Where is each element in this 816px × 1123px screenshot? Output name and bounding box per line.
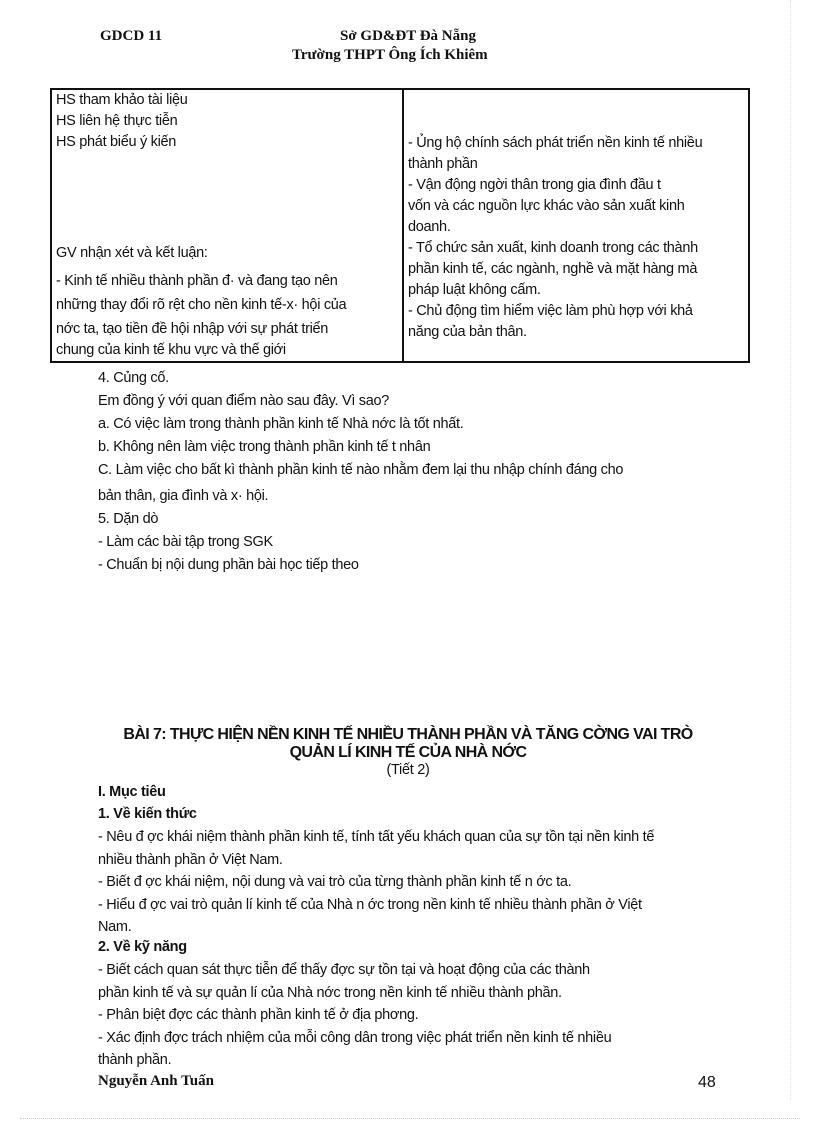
school-label: Trường THPT Ông Ích Khiêm	[292, 47, 488, 63]
review-line: 4. Củng cố.	[98, 370, 169, 386]
review-line: - Chuẩn bị nội dung phần bài học tiếp theo	[98, 557, 359, 573]
subject-label: GDCD 11	[100, 28, 163, 44]
skill-line: - Phân biệt đợc các thành phần kinh tế ở địa phơng.	[98, 1007, 419, 1023]
content-line: pháp luật không cấm.	[408, 282, 541, 298]
skills-list	[98, 959, 611, 1072]
knowledge-line: - Nêu đ ợc khái niệm thành phần kinh tế, tính tất yếu khách quan của sự tồn tại nền kinh tế	[98, 829, 655, 845]
teacher-student-column	[51, 89, 403, 362]
content-line: vốn và các nguồn lực khác vào sản xuất kinh	[408, 198, 685, 214]
teacher-conclusion	[56, 269, 346, 360]
content-line: - Tổ chức sản xuất, kinh doanh trong các thành	[408, 240, 698, 256]
review-line: Em đồng ý với quan điểm nào sau đây. Vì sao?	[98, 393, 390, 409]
lesson-title-line1: BÀI 7: THỰC HIỆN NỀN KINH TẾ NHIỀU THÀNH PHẦN VÀ TĂNG CỜNG VAI TRÒ	[123, 726, 693, 743]
conclusion-line: chung của kinh tế khu vực và thế giới	[56, 342, 286, 358]
page-right-margin	[790, 0, 791, 1100]
section-objectives: I. Mục tiêu	[98, 784, 166, 800]
conclusion-line: những thay đổi rõ rệt cho nền kinh tế-x· hội của	[56, 297, 347, 313]
review-section	[98, 367, 623, 577]
skill-line: - Biết cách quan sát thực tiễn để thấy đợc sự tồn tại và hoạt động của các thành	[98, 962, 590, 978]
content-lines	[408, 90, 744, 343]
content-line: năng của bản thân.	[408, 324, 527, 340]
knowledge-line: Nam.	[98, 919, 132, 935]
teacher-conclusion-heading: GV nhận xét và kết luận:	[56, 245, 208, 261]
content-line: phần kinh tế, các ngành, nghề và mặt hàng mà	[408, 261, 698, 277]
review-line: bản thân, gia đình và x· hội.	[98, 488, 269, 504]
conclusion-line: - Kinh tế nhiều thành phần đ· và đang tạo nên	[56, 273, 338, 289]
knowledge-line: - Biết đ ợc khái niệm, nội dung và vai trò của từng thành phần kinh tế n ớc ta.	[98, 874, 572, 890]
review-line: 5. Dặn dò	[98, 511, 159, 527]
activity-line: HS liên hệ thực tiễn	[56, 113, 178, 129]
content-line: - Vận động ngời thân trong gia đình đầu t	[408, 177, 661, 193]
content-line: - Ủng hộ chính sách phát triển nền kinh tế nhiều	[408, 135, 703, 151]
lesson-period: (Tiết 2)	[386, 762, 430, 778]
review-line: C. Làm việc cho bất kì thành phần kinh tế nào nhằm đem lại thu nhập chính đáng cho	[98, 462, 624, 478]
subsection-skills: 2. Về kỹ năng	[98, 939, 187, 955]
knowledge-line: nhiều thành phần ở Việt Nam.	[98, 851, 283, 868]
skill-line: - Xác định đợc trách nhiệm của mỗi công dân trong việc phát triển nền kinh tế nhiều	[98, 1029, 612, 1046]
lesson-title-line2: QUẢN LÍ KINH TẾ CỦA NHÀ NỚC	[289, 744, 527, 761]
skill-line: phần kinh tế và sự quản lí của Nhà nớc trong nền kinh tế nhiều thành phần.	[98, 984, 562, 1001]
activity-line: HS phát biểu ý kiến	[56, 134, 177, 150]
page-number: 48	[698, 1074, 716, 1091]
content-column	[403, 89, 749, 362]
subsection-knowledge: 1. Về kiến thức	[98, 806, 197, 822]
review-line: - Làm các bài tập trong SGK	[98, 534, 273, 550]
review-line: b. Không nên làm việc trong thành phần kinh tế t nhân	[98, 439, 431, 455]
skill-line: thành phần.	[98, 1052, 172, 1068]
page-bottom-divider	[20, 1118, 800, 1119]
conclusion-line: nớc ta, tạo tiền đề hội nhập với sự phát triển	[56, 321, 329, 337]
activity-table	[50, 88, 750, 363]
knowledge-line: - Hiểu đ ợc vai trò quản lí kinh tế của Nhà n ớc trong nền kinh tế nhiều thành phần ở Việt	[98, 896, 642, 913]
content-line: doanh.	[408, 219, 451, 235]
knowledge-list	[98, 826, 654, 939]
student-activities	[56, 90, 188, 153]
author-name: Nguyễn Anh Tuấn	[98, 1073, 214, 1089]
content-line: thành phần	[408, 156, 478, 172]
content-line: - Chủ động tìm hiểm việc làm phù hợp với khả	[408, 303, 693, 319]
review-line: a. Có việc làm trong thành phần kinh tế Nhà nớc là tốt nhất.	[98, 416, 464, 432]
department-label: Sở GD&ĐT Đà Nẵng	[340, 28, 476, 44]
activity-line: HS tham khảo tài liệu	[56, 92, 188, 108]
